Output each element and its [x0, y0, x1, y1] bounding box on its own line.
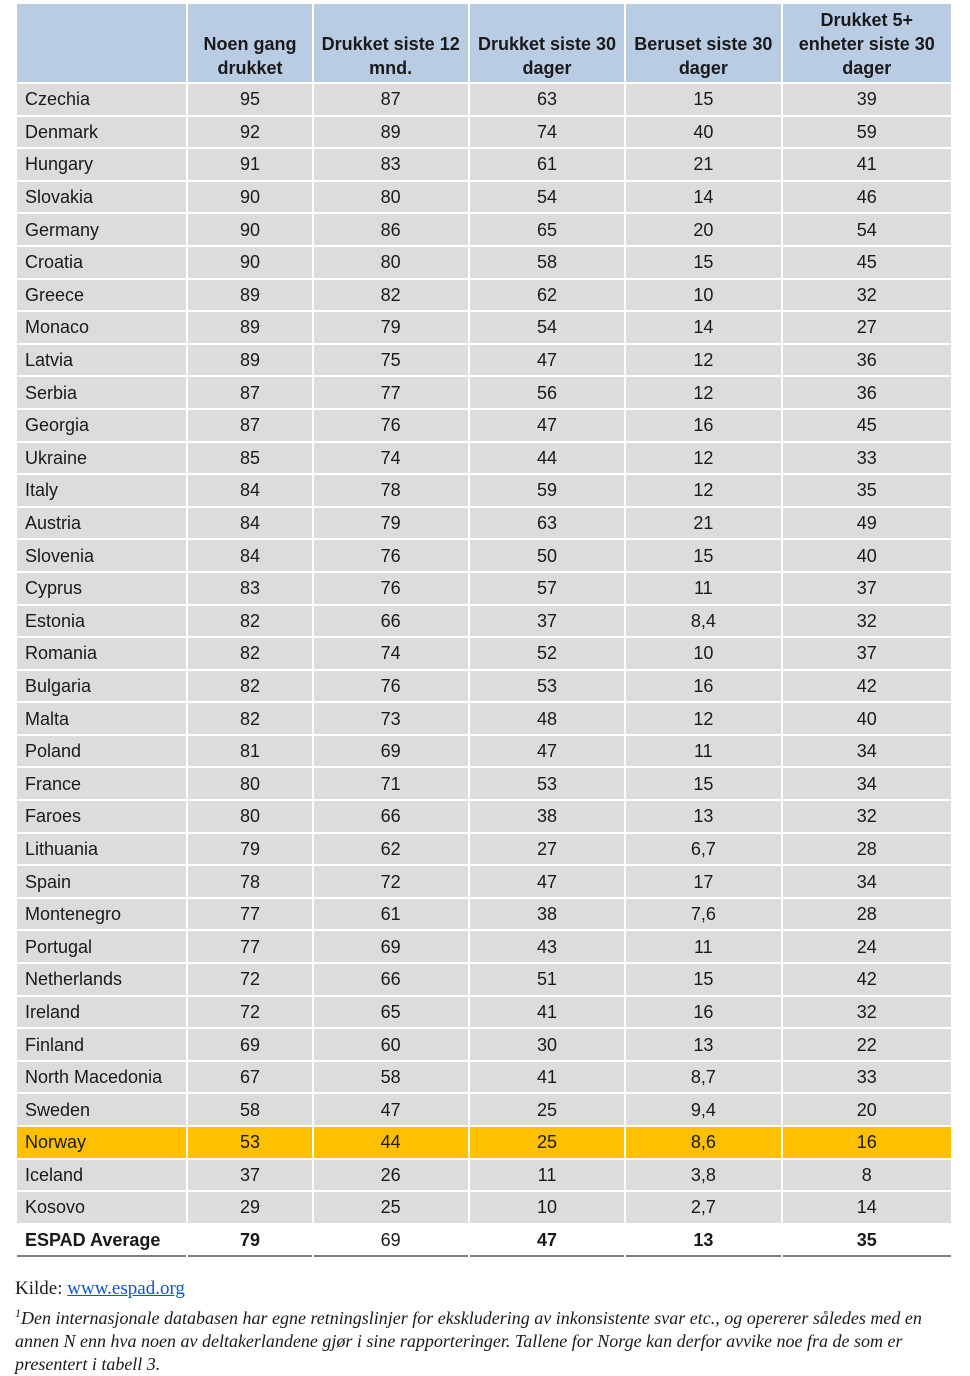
espad-alcohol-table [15, 2, 953, 1259]
value-cell: 16 [626, 671, 780, 702]
table-row [17, 475, 951, 506]
value-cell: 61 [470, 149, 624, 180]
value-cell: 25 [314, 1192, 468, 1223]
value-cell: 66 [314, 801, 468, 832]
value-cell: 13 [626, 1029, 780, 1060]
value-cell: 84 [188, 508, 311, 539]
value-cell: 74 [470, 117, 624, 148]
value-cell: 76 [314, 573, 468, 604]
average-row [17, 1225, 951, 1258]
value-cell: 38 [470, 899, 624, 930]
value-cell: 38 [470, 801, 624, 832]
table-row [17, 931, 951, 962]
value-cell: 91 [188, 149, 311, 180]
value-cell: 45 [783, 247, 952, 278]
value-cell: 77 [314, 377, 468, 408]
value-cell: 63 [470, 508, 624, 539]
country-name: Ukraine [17, 443, 186, 474]
table-row [17, 899, 951, 930]
value-cell: 62 [314, 834, 468, 865]
value-cell: 46 [783, 182, 952, 213]
value-cell: 12 [626, 475, 780, 506]
value-cell: 21 [626, 149, 780, 180]
table-row [17, 540, 951, 571]
value-cell: 59 [470, 475, 624, 506]
value-cell: 16 [783, 1127, 952, 1158]
value-cell: 56 [470, 377, 624, 408]
country-name: Kosovo [17, 1192, 186, 1223]
value-cell: 34 [783, 736, 952, 767]
value-cell: 22 [783, 1029, 952, 1060]
value-cell: 79 [314, 508, 468, 539]
value-cell: 76 [314, 410, 468, 441]
value-cell: 89 [314, 117, 468, 148]
value-cell: 73 [314, 703, 468, 734]
value-cell: 81 [188, 736, 311, 767]
value-cell: 61 [314, 899, 468, 930]
value-cell: 78 [188, 866, 311, 897]
value-cell: 87 [188, 410, 311, 441]
value-cell: 36 [783, 345, 952, 376]
value-cell: 14 [783, 1192, 952, 1223]
value-cell: 77 [188, 899, 311, 930]
value-cell: 78 [314, 475, 468, 506]
value-cell: 10 [470, 1192, 624, 1223]
value-cell: 2,7 [626, 1192, 780, 1223]
value-cell: 13 [626, 801, 780, 832]
value-cell: 87 [188, 377, 311, 408]
average-label: ESPAD Average [17, 1225, 186, 1258]
value-cell: 28 [783, 834, 952, 865]
value-cell: 79 [188, 834, 311, 865]
value-cell: 27 [470, 834, 624, 865]
value-cell: 74 [314, 638, 468, 669]
value-cell: 42 [783, 671, 952, 702]
value-cell: 83 [314, 149, 468, 180]
value-cell: 84 [188, 475, 311, 506]
value-cell: 33 [783, 1062, 952, 1093]
value-cell: 58 [188, 1094, 311, 1125]
country-name: Georgia [17, 410, 186, 441]
value-cell: 57 [470, 573, 624, 604]
value-cell: 7,6 [626, 899, 780, 930]
value-cell: 37 [783, 573, 952, 604]
value-cell: 85 [188, 443, 311, 474]
value-cell: 28 [783, 899, 952, 930]
value-cell: 36 [783, 377, 952, 408]
header-last-12-months: Drukket siste 12 mnd. [314, 4, 468, 82]
value-cell: 58 [470, 247, 624, 278]
value-cell: 69 [314, 736, 468, 767]
value-cell: 41 [470, 997, 624, 1028]
country-name: Malta [17, 703, 186, 734]
value-cell: 15 [626, 768, 780, 799]
country-name: Faroes [17, 801, 186, 832]
value-cell: 40 [783, 703, 952, 734]
table-row [17, 1094, 951, 1125]
table-row [17, 345, 951, 376]
table-row [17, 606, 951, 637]
value-cell: 35 [783, 475, 952, 506]
value-cell: 11 [626, 931, 780, 962]
value-cell: 47 [470, 736, 624, 767]
value-cell: 3,8 [626, 1160, 780, 1191]
value-cell: 82 [314, 280, 468, 311]
country-name: Slovenia [17, 540, 186, 571]
value-cell: 47 [314, 1094, 468, 1125]
value-cell: 29 [188, 1192, 311, 1223]
value-cell: 40 [783, 540, 952, 571]
value-cell: 69 [314, 931, 468, 962]
value-cell: 53 [188, 1127, 311, 1158]
country-name: Iceland [17, 1160, 186, 1191]
value-cell: 51 [470, 964, 624, 995]
country-name: Romania [17, 638, 186, 669]
value-cell: 10 [626, 280, 780, 311]
country-name: Italy [17, 475, 186, 506]
value-cell: 39 [783, 84, 952, 115]
value-cell: 66 [314, 964, 468, 995]
value-cell: 26 [314, 1160, 468, 1191]
country-name: Germany [17, 214, 186, 245]
country-name: Greece [17, 280, 186, 311]
value-cell: 32 [783, 801, 952, 832]
country-name: Czechia [17, 84, 186, 115]
country-name: Serbia [17, 377, 186, 408]
value-cell: 84 [188, 540, 311, 571]
value-cell: 37 [783, 638, 952, 669]
value-cell: 89 [188, 312, 311, 343]
value-cell: 71 [314, 768, 468, 799]
value-cell: 17 [626, 866, 780, 897]
value-cell: 77 [188, 931, 311, 962]
header-last-30-days: Drukket siste 30 dager [470, 4, 624, 82]
value-cell: 72 [188, 997, 311, 1028]
value-cell: 15 [626, 540, 780, 571]
table-row [17, 1192, 951, 1223]
header-ever-drunk: Noen gang drukket [188, 4, 311, 82]
country-name: Hungary [17, 149, 186, 180]
value-cell: 25 [470, 1094, 624, 1125]
value-cell: 43 [470, 931, 624, 962]
value-cell: 82 [188, 638, 311, 669]
country-name: Lithuania [17, 834, 186, 865]
country-name: Spain [17, 866, 186, 897]
value-cell: 8 [783, 1160, 952, 1191]
value-cell: 72 [314, 866, 468, 897]
value-cell: 90 [188, 182, 311, 213]
value-cell: 25 [470, 1127, 624, 1158]
value-cell: 86 [314, 214, 468, 245]
table-footer [15, 1276, 960, 1376]
header-intoxicated-30-days: Beruset siste 30 dager [626, 4, 780, 82]
source-link[interactable]: www.espad.org [67, 1278, 185, 1299]
value-cell: 59 [783, 117, 952, 148]
country-name: Denmark [17, 117, 186, 148]
value-cell: 80 [188, 768, 311, 799]
value-cell: 11 [626, 573, 780, 604]
value-cell: 10 [626, 638, 780, 669]
value-cell: 52 [470, 638, 624, 669]
table-row [17, 1160, 951, 1191]
country-name: Sweden [17, 1094, 186, 1125]
value-cell: 34 [783, 866, 952, 897]
table-row [17, 638, 951, 669]
table-row [17, 1127, 951, 1158]
table-row [17, 997, 951, 1028]
average-cell: 35 [783, 1225, 952, 1258]
country-name: Monaco [17, 312, 186, 343]
value-cell: 30 [470, 1029, 624, 1060]
table-row [17, 247, 951, 278]
value-cell: 12 [626, 703, 780, 734]
value-cell: 76 [314, 671, 468, 702]
value-cell: 65 [470, 214, 624, 245]
value-cell: 11 [626, 736, 780, 767]
value-cell: 80 [314, 182, 468, 213]
value-cell: 62 [470, 280, 624, 311]
source-label: Kilde: [15, 1278, 68, 1299]
value-cell: 69 [188, 1029, 311, 1060]
value-cell: 72 [188, 964, 311, 995]
table-row [17, 508, 951, 539]
value-cell: 60 [314, 1029, 468, 1060]
value-cell: 53 [470, 671, 624, 702]
table-row [17, 834, 951, 865]
value-cell: 74 [314, 443, 468, 474]
value-cell: 12 [626, 443, 780, 474]
table-row [17, 866, 951, 897]
table-row [17, 768, 951, 799]
value-cell: 12 [626, 377, 780, 408]
value-cell: 8,7 [626, 1062, 780, 1093]
value-cell: 92 [188, 117, 311, 148]
value-cell: 82 [188, 703, 311, 734]
value-cell: 54 [470, 312, 624, 343]
value-cell: 27 [783, 312, 952, 343]
average-cell: 79 [188, 1225, 311, 1258]
value-cell: 21 [626, 508, 780, 539]
espad-table-container [17, 2, 951, 1259]
table-row [17, 410, 951, 441]
value-cell: 89 [188, 280, 311, 311]
country-name: Montenegro [17, 899, 186, 930]
footnote-marker: 1 [15, 1306, 21, 1320]
value-cell: 82 [188, 671, 311, 702]
value-cell: 8,6 [626, 1127, 780, 1158]
table-row [17, 149, 951, 180]
value-cell: 33 [783, 443, 952, 474]
value-cell: 53 [470, 768, 624, 799]
value-cell: 34 [783, 768, 952, 799]
value-cell: 90 [188, 247, 311, 278]
value-cell: 37 [470, 606, 624, 637]
table-body [17, 84, 951, 1257]
value-cell: 58 [314, 1062, 468, 1093]
country-name: Cyprus [17, 573, 186, 604]
value-cell: 67 [188, 1062, 311, 1093]
country-name: Finland [17, 1029, 186, 1060]
country-name: Latvia [17, 345, 186, 376]
table-row [17, 214, 951, 245]
value-cell: 14 [626, 312, 780, 343]
value-cell: 15 [626, 84, 780, 115]
value-cell: 87 [314, 84, 468, 115]
value-cell: 6,7 [626, 834, 780, 865]
value-cell: 32 [783, 997, 952, 1028]
value-cell: 47 [470, 345, 624, 376]
value-cell: 95 [188, 84, 311, 115]
country-name: North Macedonia [17, 1062, 186, 1093]
country-name: Bulgaria [17, 671, 186, 702]
value-cell: 16 [626, 997, 780, 1028]
value-cell: 47 [470, 866, 624, 897]
table-row [17, 1062, 951, 1093]
value-cell: 80 [188, 801, 311, 832]
value-cell: 89 [188, 345, 311, 376]
table-row [17, 736, 951, 767]
header-5plus-units-30-days: Drukket 5+ enheter siste 30 dager [783, 4, 952, 82]
value-cell: 80 [314, 247, 468, 278]
table-row [17, 801, 951, 832]
value-cell: 9,4 [626, 1094, 780, 1125]
value-cell: 44 [470, 443, 624, 474]
table-row [17, 280, 951, 311]
value-cell: 11 [470, 1160, 624, 1191]
value-cell: 41 [783, 149, 952, 180]
value-cell: 14 [626, 182, 780, 213]
value-cell: 20 [626, 214, 780, 245]
country-name: Portugal [17, 931, 186, 962]
table-row [17, 1029, 951, 1060]
table-row [17, 84, 951, 115]
country-name: Poland [17, 736, 186, 767]
table-row [17, 443, 951, 474]
value-cell: 83 [188, 573, 311, 604]
table-row [17, 377, 951, 408]
footnote-text: Den internasjonale databasen har egne retningslinjer for ekskludering av inkonsistente svar etc., og opererer således med en annen N enn hva noen av deltakerlandene gjør i sine rapporteringer. Tallene for Norge kan derfor avvike noe fra de som er presentert i tabell 3. [15, 1308, 922, 1374]
country-name: France [17, 768, 186, 799]
value-cell: 48 [470, 703, 624, 734]
country-name: Estonia [17, 606, 186, 637]
value-cell: 40 [626, 117, 780, 148]
value-cell: 42 [783, 964, 952, 995]
average-cell: 13 [626, 1225, 780, 1258]
header-country [17, 4, 186, 82]
value-cell: 44 [314, 1127, 468, 1158]
value-cell: 54 [783, 214, 952, 245]
value-cell: 8,4 [626, 606, 780, 637]
value-cell: 63 [470, 84, 624, 115]
table-row [17, 182, 951, 213]
country-name: Croatia [17, 247, 186, 278]
value-cell: 15 [626, 247, 780, 278]
value-cell: 75 [314, 345, 468, 376]
country-name: Austria [17, 508, 186, 539]
source-line [15, 1276, 960, 1302]
average-cell: 69 [314, 1225, 468, 1258]
country-name: Ireland [17, 997, 186, 1028]
value-cell: 32 [783, 606, 952, 637]
table-header-row [17, 4, 951, 82]
value-cell: 16 [626, 410, 780, 441]
value-cell: 90 [188, 214, 311, 245]
value-cell: 37 [188, 1160, 311, 1191]
value-cell: 47 [470, 410, 624, 441]
footnote [15, 1302, 960, 1376]
country-name: Netherlands [17, 964, 186, 995]
table-row [17, 703, 951, 734]
country-name: Norway [17, 1127, 186, 1158]
value-cell: 66 [314, 606, 468, 637]
value-cell: 12 [626, 345, 780, 376]
table-row [17, 117, 951, 148]
value-cell: 32 [783, 280, 952, 311]
table-row [17, 573, 951, 604]
value-cell: 20 [783, 1094, 952, 1125]
country-name: Slovakia [17, 182, 186, 213]
table-row [17, 312, 951, 343]
value-cell: 50 [470, 540, 624, 571]
value-cell: 41 [470, 1062, 624, 1093]
value-cell: 76 [314, 540, 468, 571]
value-cell: 24 [783, 931, 952, 962]
value-cell: 79 [314, 312, 468, 343]
value-cell: 15 [626, 964, 780, 995]
table-row [17, 671, 951, 702]
value-cell: 82 [188, 606, 311, 637]
average-cell: 47 [470, 1225, 624, 1258]
value-cell: 45 [783, 410, 952, 441]
value-cell: 49 [783, 508, 952, 539]
table-row [17, 964, 951, 995]
value-cell: 54 [470, 182, 624, 213]
value-cell: 65 [314, 997, 468, 1028]
